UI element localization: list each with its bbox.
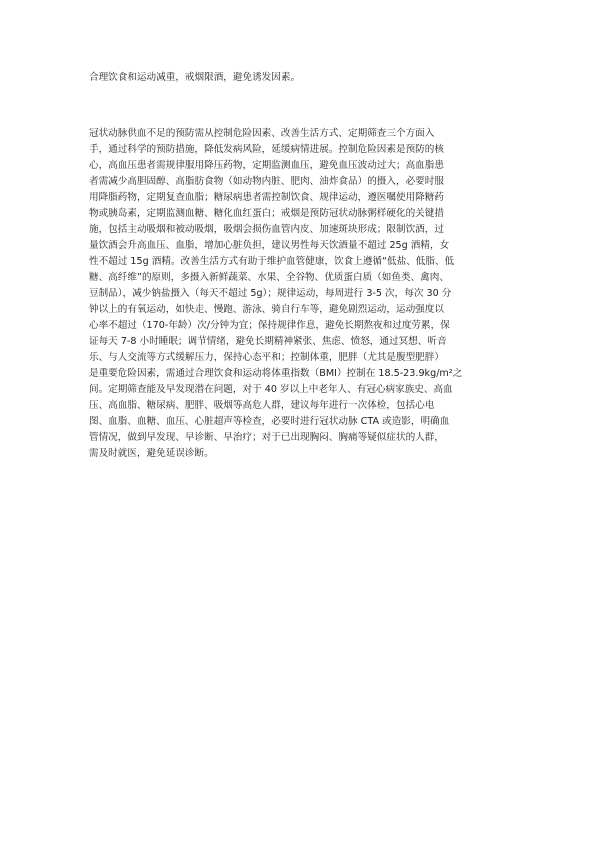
paragraph-line: 证每天 7-8 小时睡眠；调节情绪，避免长期精神紧张、焦虑、愤怒，通过冥想、听音 [89,336,447,347]
paragraph-line: 手，通过科学的预防措施，降低发病风险，延缓病情进展。控制危险因素是预防的核 [89,144,444,155]
paragraph-line: 间。定期筛查能及早发现潜在问题，对于 40 岁以上中老年人、有冠心病家族史、高血 [89,384,453,395]
paragraph-line: 量饮酒会升高血压、血脂，增加心脏负担，建议男性每天饮酒量不超过 25g 酒精，女 [89,240,450,251]
paragraph-line: 性不超过 15g 酒精。改善生活方式有助于维护血管健康，饮食上遵循“低盐、低脂、低 [89,256,455,267]
paragraph-line: 用降脂药物，定期复查血脂；糖尿病患者需控制饮食、规律运动，遵医嘱使用降糖药 [89,192,444,203]
paragraph-line: 豆制品），减少钠盐摄入（每天不超过 5g）；规律运动，每周进行 3-5 次，每次 30 分 [89,288,452,299]
paragraph-line: 钟以上的有氧运动，如快走、慢跑、游泳、骑自行车等，避免剧烈运动，运动强度以 [89,304,444,315]
paragraph-line: 物或胰岛素，定期监测血糖、糖化血红蛋白；戒烟是预防冠状动脉粥样硬化的关键措 [89,208,444,219]
paragraph-line: 是重要危险因素，需通过合理饮食和运动将体重指数（BMI）控制在 18.5-23.9kg/m²之 [89,368,463,379]
paragraph-line: 心率不超过（170-年龄）次/分钟为宜；保持规律作息，避免长期熬夜和过度劳累，保 [89,320,450,331]
paragraph-line: 者需减少高胆固醇、高脂肪食物（如动物内脏、肥肉、油炸食品）的摄入，必要时服 [89,176,444,187]
paragraph-line: 需及时就医，避免延误诊断。 [89,448,214,459]
intro-text-line: 合理饮食和运动减重，戒烟限酒，避免诱发因素。 [89,72,301,83]
paragraph-line: 施，包括主动吸烟和被动吸烟，吸烟会损伤血管内皮、加速斑块形成；限制饮酒，过 [89,224,444,235]
paragraph-line: 冠状动脉供血不足的预防需从控制危险因素、改善生活方式、定期筛查三个方面入 [89,128,435,139]
paragraph-line: 管情况，做到早发现、早诊断、早治疗；对于已出现胸闷、胸痛等疑似症状的人群， [89,432,444,443]
paragraph-line: 心，高血压患者需规律服用降压药物，定期监测血压，避免血压波动过大；高血脂患 [89,160,444,171]
paragraph-line: 压、高血脂、糖尿病、肥胖、吸烟等高危人群，建议每年进行一次体检，包括心电 [89,400,435,411]
paragraph-line: 图、血脂、血糖、血压、心脏超声等检查，必要时进行冠状动脉 CTA 或造影，明确血 [89,416,450,427]
paragraph-line: 乐、与人交流等方式缓解压力，保持心态平和；控制体重，肥胖（尤其是腹型肥胖） [89,352,444,363]
paragraph-line: 糖、高纤维”的原则，多摄入新鲜蔬菜、水果、全谷物、优质蛋白质（如鱼类、禽肉、 [89,272,449,283]
